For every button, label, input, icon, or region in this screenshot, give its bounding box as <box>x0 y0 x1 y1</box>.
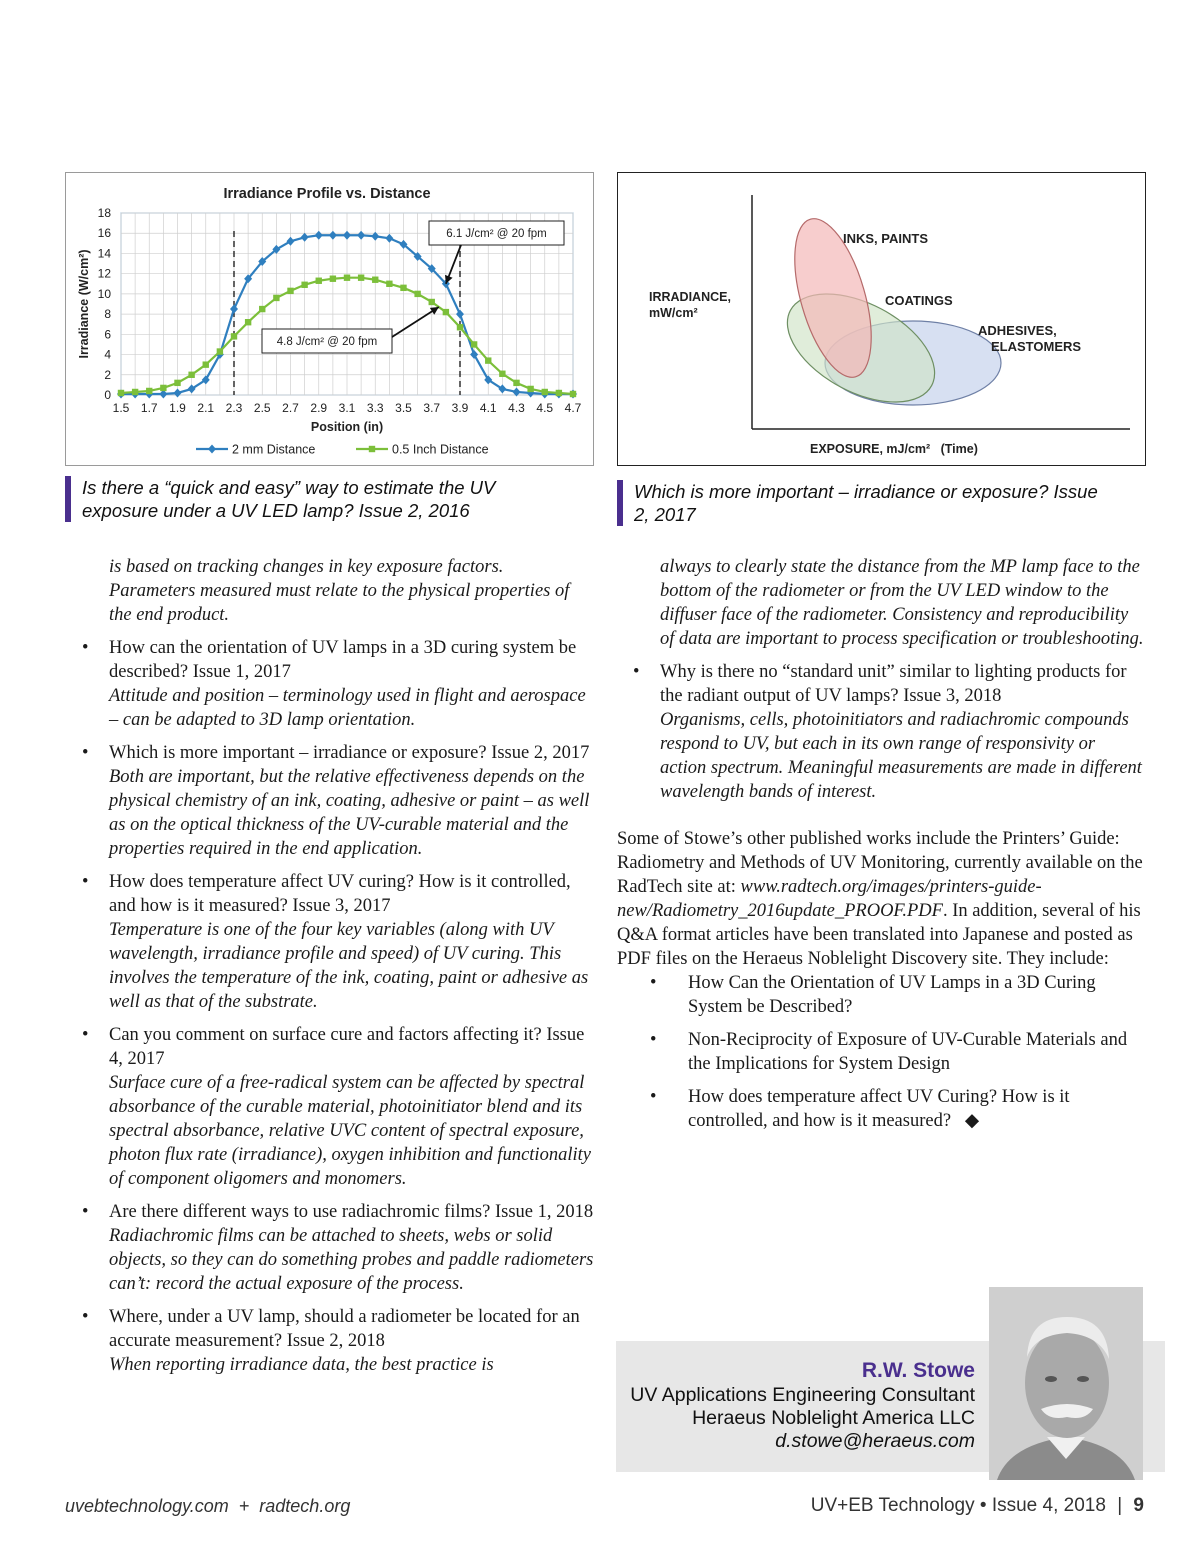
x-tick-label: 4.7 <box>564 401 582 415</box>
x-tick-label: 4.3 <box>508 401 525 415</box>
qa-list-right <box>617 660 1144 804</box>
qa-item <box>66 741 594 861</box>
y-tick-label: 2 <box>104 367 111 382</box>
author-photo-svg <box>989 1287 1143 1480</box>
qa-answer: Temperature is one of the four key variables (along with UV wavelength, irradiance profile and speed) of UV curing. This involves the temperature of the ink, coating, paint or adhesive as well as that of the substrate. <box>109 920 589 1012</box>
y-tick-label: 10 <box>97 286 111 301</box>
x-tick-label: 2.7 <box>282 401 299 415</box>
irradiance-exposure-diagram <box>617 172 1146 466</box>
qa-question: How does temperature affect UV curing? How is it controlled, and how is it measured? Issue 3, 2017 <box>109 872 571 916</box>
data-point-square <box>485 357 491 363</box>
footer-left: uvebtechnology.com + radtech.org <box>65 1496 351 1516</box>
other-works-text: Some of Stowe’s other published works include the Printers’ Guide: Radiometry and Methods of UV Monitoring, currently available on the RadTech site at: <box>617 829 1143 897</box>
data-point-square <box>499 371 505 377</box>
translated-works-list <box>617 971 1144 1133</box>
author-photo <box>989 1287 1143 1480</box>
qa-answer: Surface cure of a free-radical system can be affected by spectral absorbance of the curable material, photoinitiator blend and its spectral absorbance, relative UVC content of spectral exposure, photon flux rate (irradiance), oxygen inhibition and functionality of component oligomers and monomers. <box>109 1073 591 1189</box>
data-point-square <box>443 309 449 315</box>
data-point-square <box>160 385 166 391</box>
bullet-icon: • <box>82 872 89 892</box>
data-point-square <box>457 324 463 330</box>
qa-question: Are there different ways to use radiachromic films? Issue 1, 2018 <box>109 1202 594 1222</box>
chart-title: Irradiance Profile vs. Distance <box>223 186 431 202</box>
data-point-square <box>556 390 562 396</box>
data-point-square <box>358 275 364 281</box>
translated-work-item <box>617 1028 1144 1076</box>
legend-marker-diamond <box>208 445 216 454</box>
qa-item <box>66 870 594 1014</box>
author-company: Heraeus Noblelight America LLC <box>692 1407 975 1429</box>
other-works-text-continued: . In addition, several of his Q&A format articles have been translated into Japanese and posted as PDF files on the Heraeus Noblelight Discovery site. They include: <box>617 901 1141 969</box>
qa-item <box>66 1305 594 1377</box>
qa-answer: Organisms, cells, photoinitiators and radiachromic compounds respond to UV, but each in its own range of responsivity or action spectrum. Meaningful measurements are made in different wavelength bands of interest. <box>660 710 1142 802</box>
region-label-coatings: COATINGS <box>885 293 953 308</box>
data-point-square <box>372 277 378 283</box>
x-tick-label: 3.5 <box>395 401 412 415</box>
x-tick-label: 1.9 <box>169 401 186 415</box>
data-point-square <box>245 319 251 325</box>
qa-question: Which is more important – irradiance or exposure? Issue 2, 2017 <box>109 743 590 763</box>
bullet-icon: • <box>82 743 89 763</box>
legend-label: 2 mm Distance <box>232 442 316 457</box>
qa-question: How can the orientation of UV lamps in a 3D curing system be described? Issue 1, 2017 <box>109 638 577 682</box>
data-point-square <box>471 341 477 347</box>
y-tick-label: 6 <box>104 327 111 342</box>
y-axis-label: Irradiance (W/cm²) <box>77 249 91 359</box>
x-tick-label: 2.5 <box>253 401 271 415</box>
data-point-square <box>146 388 152 394</box>
translated-work-title: How does temperature affect UV Curing? How is it controlled, and how is it measured? <box>688 1087 1070 1131</box>
x-axis-label: Position (in) <box>310 420 384 434</box>
translated-work-item <box>617 971 1144 1019</box>
x-tick-label: 2.3 <box>225 401 243 415</box>
y-tick-label: 8 <box>104 307 111 322</box>
right-column <box>617 555 1144 1142</box>
x-tick-label: 3.3 <box>366 401 384 415</box>
bullet-icon: • <box>82 1307 89 1327</box>
data-point-square <box>259 306 265 312</box>
data-point-square <box>301 282 307 288</box>
translated-work-title: How Can the Orientation of UV Lamps in a 3D Curing System be Described? <box>688 973 1096 1017</box>
bullet-icon: • <box>82 1202 89 1222</box>
data-point-square <box>231 333 237 339</box>
qa-answer: Radiachromic films can be attached to sheets, webs or solid objects, so they can do something probes and paddle radiometers can’t: record the actual exposure of the process. <box>109 1226 594 1294</box>
x-tick-label: 3.1 <box>338 401 356 415</box>
qa-list <box>66 636 594 1377</box>
other-works-paragraph <box>617 827 1144 971</box>
figure-caption-left: Is there a “quick and easy” way to estimate the UV exposure under a UV LED lamp? Issue 2, 2016 <box>65 476 552 522</box>
x-tick-label: 4.5 <box>536 401 554 415</box>
footer-separator: | <box>1117 1495 1123 1516</box>
data-point-square <box>203 361 209 367</box>
y-tick-label: 14 <box>97 246 111 261</box>
figure-caption-right: Which is more important – irradiance or exposure? Issue 2, 2017 <box>617 480 1104 526</box>
qa-answer: When reporting irradiance data, the best practice is <box>109 1355 494 1375</box>
data-point-square <box>344 275 350 281</box>
bullet-icon: • <box>650 1030 657 1050</box>
x-axis-label: EXPOSURE, mJ/cm² (Time) <box>810 442 978 456</box>
x-tick-label: 3.7 <box>423 401 441 415</box>
translated-work-title: Non-Reciprocity of Exposure of UV-Curable Materials and the Implications for System Design <box>688 1030 1128 1074</box>
bullet-icon: • <box>82 638 89 658</box>
data-point-square <box>174 380 180 386</box>
intro-paragraph: is based on tracking changes in key exposure factors. Parameters measured must relate to the physical properties of the end product. <box>109 557 570 625</box>
qa-question: Can you comment on surface cure and factors affecting it? Issue 4, 2017 <box>109 1025 585 1069</box>
bullet-icon: • <box>650 973 657 993</box>
bullet-icon: • <box>650 1087 657 1107</box>
continued-paragraph: always to clearly state the distance from the MP lamp face to the bottom of the radiometer or from the UV LED window to the diffuser face of the radiometer. Consistency and reproducibility of data are important to process specification or troubleshooting. <box>660 557 1144 649</box>
left-column <box>66 555 594 1377</box>
qa-question: Where, under a UV lamp, should a radiometer be located for an accurate measurement? Issue 2, 2018 <box>109 1307 580 1351</box>
data-point-square <box>316 278 322 284</box>
bullet-icon: • <box>633 662 640 682</box>
qa-item <box>617 660 1144 804</box>
data-point-square <box>542 389 548 395</box>
footer-publication: UV+EB Technology • Issue 4, 2018 <box>810 1495 1106 1516</box>
irradiance-profile-chart <box>66 173 593 465</box>
author-title: UV Applications Engineering Consultant <box>630 1384 975 1406</box>
x-tick-label: 2.9 <box>310 401 328 415</box>
qa-item <box>66 1023 594 1191</box>
y-tick-label: 16 <box>97 226 111 241</box>
radtech-guide-link[interactable]: www.radtech.org/images/printers-guide-new/Radiometry_2016update_PROOF.PDF <box>617 877 1042 921</box>
y-tick-label: 4 <box>104 347 111 362</box>
author-name: R.W. Stowe <box>861 1359 975 1382</box>
x-tick-label: 3.9 <box>451 401 469 415</box>
data-point-square <box>118 390 124 396</box>
region-label-adhesives: ADHESIVES, <box>978 323 1057 338</box>
data-point-square <box>527 386 533 392</box>
y-tick-label: 0 <box>104 388 111 402</box>
x-tick-label: 2.1 <box>197 401 215 415</box>
data-point-square <box>513 380 519 386</box>
data-point-square <box>386 281 392 287</box>
y-axis-label-line1: IRRADIANCE, <box>649 290 731 304</box>
translated-work-item <box>617 1085 1144 1133</box>
x-tick-label: 1.5 <box>112 401 130 415</box>
qa-question: Why is there no “standard unit” similar to lighting products for the radiant output of UV lamps? Issue 3, 2018 <box>660 662 1127 706</box>
data-point-square <box>188 372 194 378</box>
region-label-elastomers: ELASTOMERS <box>991 339 1082 354</box>
author-bio <box>630 1358 975 1453</box>
x-tick-label: 1.7 <box>140 401 158 415</box>
y-tick-label: 18 <box>97 206 111 220</box>
qa-answer: Attitude and position – terminology used in flight and aerospace – can be adapted to 3D lamp orientation. <box>109 686 586 730</box>
irradiance-exposure-svg <box>618 173 1145 465</box>
data-point-square <box>217 348 223 354</box>
bullet-icon: • <box>82 1025 89 1045</box>
legend-marker-square <box>369 446 375 452</box>
irradiance-profile-figure <box>65 172 594 466</box>
author-email[interactable]: d.stowe@heraeus.com <box>775 1430 975 1452</box>
legend-label: 0.5 Inch Distance <box>392 442 489 457</box>
y-tick-label: 12 <box>97 266 111 281</box>
qa-item <box>66 636 594 732</box>
y-axis-label-line2: mW/cm² <box>649 306 698 320</box>
data-point-square <box>570 391 576 397</box>
annotation-label: 4.8 J/cm² @ 20 fpm <box>276 336 378 348</box>
page-number: 9 <box>1133 1495 1144 1516</box>
x-tick-label: 4.1 <box>479 401 497 415</box>
data-point-square <box>132 389 138 395</box>
data-point-square <box>414 291 420 297</box>
end-mark-icon: ◆ <box>964 1111 980 1131</box>
qa-item <box>66 1200 594 1296</box>
data-point-square <box>273 295 279 301</box>
annotation-label: 6.1 J/cm² @ 20 fpm <box>446 228 547 240</box>
data-point-square <box>287 288 293 294</box>
data-point-square <box>400 285 406 291</box>
region-label-inks: INKS, PAINTS <box>843 231 928 246</box>
footer-right <box>811 1495 1144 1517</box>
data-point-square <box>330 276 336 282</box>
data-point-square <box>429 299 435 305</box>
qa-answer: Both are important, but the relative effectiveness depends on the physical chemistry of an ink, coating, adhesive or paint – as well as on the optical thickness of the UV-curable material and the properties required in the end application. <box>109 767 590 859</box>
